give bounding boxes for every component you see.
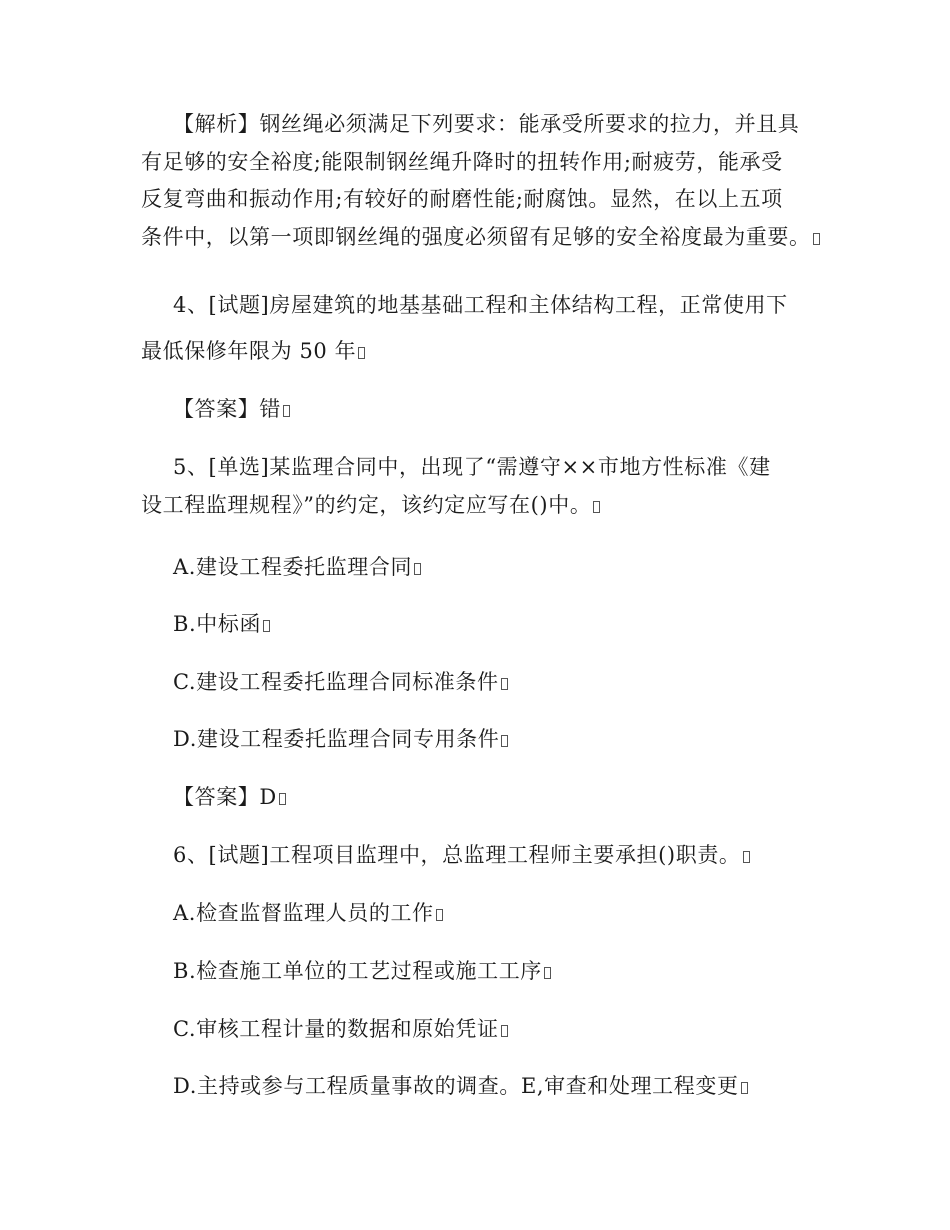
q4-line-2 — [141, 338, 365, 364]
q6-option-d — [173, 1073, 748, 1099]
answer-text: 【答案】D — [173, 785, 277, 809]
q5-answer — [173, 784, 286, 810]
paragraph-mark-icon — [813, 233, 820, 245]
q6-line-1 — [173, 842, 750, 868]
option-text: C.审核工程计量的数据和原始凭证 — [173, 1017, 499, 1041]
option-text: A.建设工程委托监理合同 — [173, 555, 413, 579]
analysis-text: 条件中，以第一项即钢丝绳的强度必须留有足够的安全裕度最为重要。 — [141, 225, 811, 249]
paragraph-mark-icon — [263, 620, 270, 632]
paragraph-mark-icon — [593, 501, 600, 513]
option-text: D.主持或参与工程质量事故的调查。E,审查和处理工程变更 — [173, 1074, 739, 1098]
option-text: A.检查监督监理人员的工作 — [173, 901, 434, 925]
q5-option-c — [173, 669, 508, 695]
q6-option-b — [173, 958, 551, 984]
question-text: 5、[单选]某监理合同中，出现了“需遵守××市地方性标准《建 — [173, 455, 771, 479]
paragraph-mark-icon — [501, 678, 508, 690]
q5-option-d — [173, 726, 508, 752]
analysis-text: 反复弯曲和振动作用;有较好的耐磨性能;耐腐蚀。显然，在以上五项 — [141, 187, 783, 211]
paragraph-mark-icon — [741, 1082, 748, 1094]
paragraph-mark-icon — [283, 405, 290, 417]
paragraph-mark-icon — [743, 851, 750, 863]
paragraph-mark-icon — [436, 909, 443, 921]
option-text: C.建设工程委托监理合同标准条件 — [173, 670, 499, 694]
question-text: 最低保修年限为 50 年 — [141, 339, 357, 363]
q4-line-1 — [173, 292, 788, 318]
question-text: 6、[试题]工程项目监理中，总监理工程师主要承担()职责。 — [173, 843, 741, 867]
option-text: B.检查施工单位的工艺过程或施工工序 — [173, 959, 542, 983]
q4-answer — [173, 396, 290, 422]
question-text: 4、[试题]房屋建筑的地基基础工程和主体结构工程，正常使用下 — [173, 293, 788, 317]
q6-option-c — [173, 1016, 508, 1042]
analysis-text: 【解析】钢丝绳必须满足下列要求：能承受所要求的拉力，并且具 — [173, 112, 800, 136]
paragraph-mark-icon — [414, 563, 421, 575]
paragraph-mark-icon — [501, 1025, 508, 1037]
q5-option-a — [173, 554, 421, 580]
analysis-line-3 — [141, 186, 783, 212]
analysis-text: 有足够的安全裕度;能限制钢丝绳升降时的扭转作用;耐疲劳，能承受 — [141, 150, 783, 174]
option-text: D.建设工程委托监理合同专用条件 — [173, 727, 500, 751]
q5-option-b — [173, 611, 270, 637]
paragraph-mark-icon — [501, 735, 508, 747]
paragraph-mark-icon — [544, 967, 551, 979]
q5-line-2 — [141, 492, 600, 518]
answer-text: 【答案】错 — [173, 397, 281, 421]
paragraph-mark-icon — [279, 793, 286, 805]
paragraph-mark-icon — [358, 347, 365, 359]
q5-line-1 — [173, 454, 771, 480]
analysis-line-2 — [141, 149, 783, 175]
option-text: B.中标函 — [173, 612, 262, 636]
q6-option-a — [173, 900, 443, 926]
question-text: 设工程监理规程》”的约定，该约定应写在()中。 — [141, 493, 592, 517]
analysis-line-4 — [141, 224, 820, 250]
analysis-line-1 — [173, 111, 799, 137]
